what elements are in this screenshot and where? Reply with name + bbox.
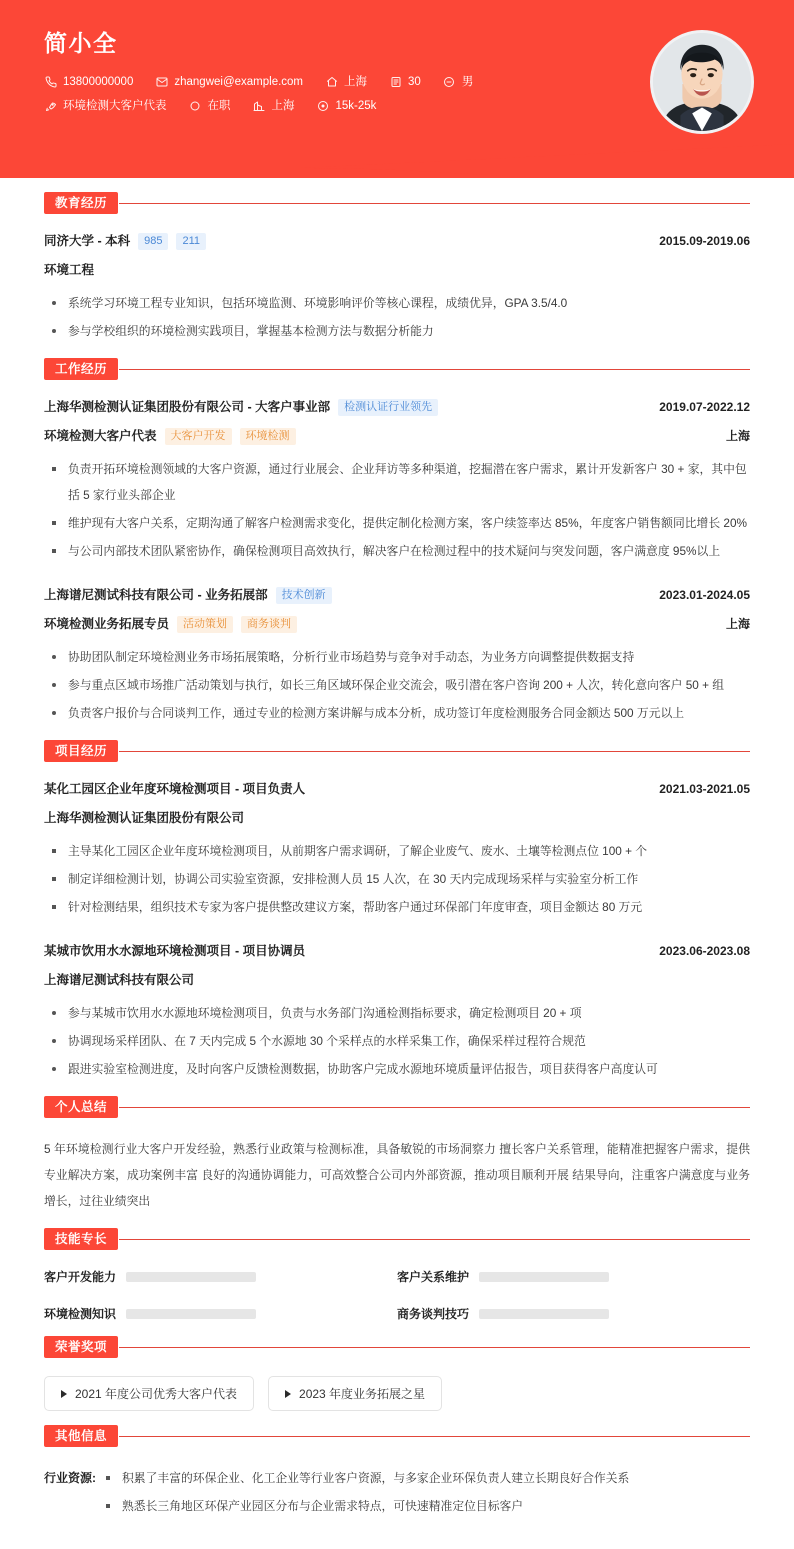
section-header-work	[44, 358, 750, 380]
contact-email-text: zhangwei@example.com	[174, 76, 304, 88]
entry-subheader-row	[44, 615, 750, 633]
section-title-projects: 项目经历	[44, 740, 118, 762]
contact-phone	[44, 74, 133, 90]
other-info-group	[44, 1465, 750, 1521]
honor-label: 2021 年度公司优秀大客户代表	[75, 1387, 238, 1401]
education-bullet-list	[48, 290, 750, 344]
entry-subheader-left	[44, 261, 94, 279]
entry-subheader-row	[44, 809, 750, 827]
skill-item	[397, 1305, 750, 1322]
work-city-text: 上海	[271, 100, 295, 112]
section-honors	[44, 1336, 750, 1411]
list-item: 制定详细检测计划，协调公司实验室资源，安排检测人员 15 人次，在 30 天内完成现场采样与实验室分析工作	[48, 866, 750, 892]
rocket-icon	[44, 100, 57, 113]
entry-subheader-left	[44, 809, 244, 827]
work-date: 2023.01-2024.05	[659, 588, 750, 602]
skills-grid	[44, 1268, 750, 1322]
entry-header-left	[44, 398, 438, 416]
summary-text: 5 年环境检测行业大客户开发经验，熟悉行业政策与检测标准，具备敏锐的市场洞察力 擅长客户关系管理，能精准把握客户需求，提供专业解决方案，成功案例丰富 良好的沟通协调能力，可高效整合公司内外部资源，推动项目顺利开展 结果导向，注重客户满意度与业务增长，过往业绩突出	[44, 1142, 750, 1208]
skill-progress-track	[479, 1309, 609, 1319]
status-icon	[189, 100, 202, 113]
project-bullet-list	[48, 838, 750, 920]
skill-item	[44, 1268, 397, 1285]
job-status-text: 在职	[207, 100, 231, 112]
list-item: 负责开拓环境检测领域的大客户资源，通过行业展会、企业拜访等多种渠道，挖掘潜在客户需求，累计开发新客户 30 + 家，其中包括 5 家行业头部企业	[48, 456, 750, 508]
project-date: 2023.06-2023.08	[659, 944, 750, 958]
skill-progress-track	[126, 1309, 256, 1319]
contact-row-primary	[44, 74, 495, 90]
company-tag: 技术创新	[276, 587, 332, 604]
list-item: 维护现有大客户关系，定期沟通了解客户检测需求变化，提供定制化检测方案，客户续签率达 85%，年度客户销售额同比增长 20%	[48, 510, 750, 536]
contact-phone-text: 13800000000	[63, 76, 134, 88]
entry-subheader-left	[44, 427, 296, 445]
header-bottom-curve	[0, 144, 794, 178]
education-date: 2015.09-2019.06	[659, 234, 750, 248]
skill-tag: 大客户开发	[165, 428, 232, 445]
list-item: 主导某化工园区企业年度环境检测项目，从前期客户需求调研，了解企业废气、废水、土壤等检测点位 100 + 个	[48, 838, 750, 864]
work-entry	[44, 586, 750, 726]
contact-gender-text: 男	[461, 76, 474, 88]
section-summary	[44, 1096, 750, 1214]
section-header-honors	[44, 1336, 750, 1358]
salary-text: 15k-25k	[335, 100, 377, 112]
job-status	[189, 98, 231, 114]
list-item: 负责客户报价与合同谈判工作，通过专业的检测方案讲解与成本分析，成功签订年度检测服务合同金额达 500 万元以上	[48, 700, 750, 726]
project-company: 上海华测检测认证集团股份有限公司	[44, 811, 245, 825]
entry-header-row	[44, 942, 750, 960]
mail-icon	[155, 76, 168, 89]
resume-body	[0, 192, 794, 1549]
entry-subheader-row	[44, 971, 750, 989]
section-title-other: 其他信息	[44, 1425, 118, 1447]
list-item: 参与某城市饮用水水源地环境检测项目，负责与水务部门沟通检测指标要求，确定检测项目 20 + 项	[48, 1000, 750, 1026]
section-divider	[119, 1239, 750, 1240]
header-inner	[0, 0, 794, 134]
section-projects	[44, 740, 750, 1082]
education-tag-211: 211	[176, 233, 206, 250]
section-title-skills: 技能专长	[44, 1228, 118, 1250]
job-target	[44, 98, 167, 114]
contact-email	[155, 74, 303, 90]
work-entry	[44, 398, 750, 564]
project-entry	[44, 942, 750, 1082]
skill-item	[397, 1268, 750, 1285]
home-icon	[325, 76, 338, 89]
city-icon	[253, 100, 266, 113]
contact-hometown	[325, 74, 367, 90]
honor-label: 2023 年度业务拓展之星	[299, 1387, 426, 1401]
honor-list	[44, 1376, 750, 1411]
phone-icon	[44, 76, 57, 89]
section-divider	[119, 1107, 750, 1108]
avatar-portrait	[653, 33, 751, 131]
header-text-block	[44, 28, 495, 122]
contact-row-secondary	[44, 98, 495, 114]
other-group-label: 行业资源:	[44, 1471, 96, 1485]
company-name: 上海华测检测认证集团股份有限公司 - 大客户事业部	[44, 400, 331, 414]
list-item: 积累了丰富的环保企业、化工企业等行业客户资源，与多家企业环保负责人建立长期良好合作关系	[102, 1465, 629, 1491]
list-item: 跟进实验室检测进度，及时向客户反馈检测数据，协助客户完成水源地环境质量评估报告，项目获得客户高度认可	[48, 1056, 750, 1082]
work-location: 上海	[725, 617, 750, 631]
list-item: 熟悉长三角地区环保产业园区分布与企业需求特点，可快速精准定位目标客户	[102, 1493, 629, 1519]
section-work	[44, 358, 750, 726]
skill-progress-track	[479, 1272, 609, 1282]
education-major: 环境工程	[44, 263, 95, 277]
entry-subheader-row	[44, 427, 750, 445]
company-name: 上海谱尼测试科技有限公司 - 业务拓展部	[44, 588, 268, 602]
project-name: 某化工园区企业年度环境检测项目 - 项目负责人	[44, 782, 306, 796]
page-title: 简小全	[44, 30, 118, 56]
list-item: 参与学校组织的环境检测实践项目，掌握基本检测方法与数据分析能力	[48, 318, 750, 344]
section-header-summary	[44, 1096, 750, 1118]
section-divider	[119, 1436, 750, 1437]
entry-header-row	[44, 780, 750, 798]
education-tag-985: 985	[138, 233, 168, 250]
section-header-other	[44, 1425, 750, 1447]
avatar	[650, 30, 754, 134]
contact-age	[389, 74, 421, 90]
education-entry	[44, 232, 750, 344]
project-entry	[44, 780, 750, 920]
contact-age-text: 30	[408, 76, 421, 88]
work-location: 上海	[725, 429, 750, 443]
list-item: 系统学习环境工程专业知识，包括环境监测、环境影响评价等核心课程，成绩优异，GPA 3.5/4.0	[48, 290, 750, 316]
entry-header-left	[44, 780, 305, 798]
section-title-work: 工作经历	[44, 358, 118, 380]
job-title: 环境检测业务拓展专员	[44, 617, 170, 631]
entry-header-row	[44, 398, 750, 416]
entry-subheader-row	[44, 261, 750, 279]
contact-gender	[443, 74, 474, 90]
list-item: 与公司内部技术团队紧密协作，确保检测项目高效执行，解决客户在检测过程中的技术疑问与突发问题，客户满意度 95%以上	[48, 538, 750, 564]
skill-tag: 环境检测	[240, 428, 296, 445]
work-bullet-list	[48, 456, 750, 564]
section-title-summary: 个人总结	[44, 1096, 118, 1118]
entry-header-left	[44, 942, 305, 960]
entry-header-row	[44, 232, 750, 250]
project-date: 2021.03-2021.05	[659, 782, 750, 796]
entry-header-row	[44, 586, 750, 604]
gender-icon	[443, 76, 456, 89]
entry-subheader-left	[44, 615, 297, 633]
id-card-icon	[389, 76, 402, 89]
caret-right-icon	[61, 1390, 67, 1398]
contact-hometown-text: 上海	[344, 76, 368, 88]
skill-label: 客户开发能力	[44, 1270, 117, 1284]
section-header-education	[44, 192, 750, 214]
salary-icon	[317, 100, 330, 113]
list-item: 协调现场采样团队、在 7 天内完成 5 个水源地 30 个采样点的水样采集工作，确保采样过程符合规范	[48, 1028, 750, 1054]
section-education	[44, 192, 750, 344]
entry-header-left	[44, 232, 206, 250]
job-title: 环境检测大客户代表	[44, 429, 157, 443]
list-item: 参与重点区域市场推广活动策划与执行，如长三角区域环保企业交流会，吸引潜在客户咨询 200 + 人次，转化意向客户 50 + 组	[48, 672, 750, 698]
work-city	[253, 98, 295, 114]
section-title-education: 教育经历	[44, 192, 118, 214]
skill-progress-track	[126, 1272, 256, 1282]
other-bullet-list	[102, 1465, 629, 1521]
skill-item	[44, 1305, 397, 1322]
project-name: 某城市饮用水水源地环境检测项目 - 项目协调员	[44, 944, 306, 958]
section-other	[44, 1425, 750, 1521]
entry-subheader-left	[44, 971, 194, 989]
skill-tag: 活动策划	[177, 616, 233, 633]
school-name: 同济大学 - 本科	[44, 234, 131, 248]
section-header-skills	[44, 1228, 750, 1250]
resume-header	[0, 0, 794, 178]
project-company: 上海谱尼测试科技有限公司	[44, 973, 195, 987]
section-title-honors: 荣誉奖项	[44, 1336, 118, 1358]
section-header-projects	[44, 740, 750, 762]
list-item: 针对检测结果，组织技术专家为客户提供整改建议方案，帮助客户通过环保部门年度审查，项目金额达 80 万元	[48, 894, 750, 920]
caret-right-icon	[285, 1390, 291, 1398]
section-divider	[119, 369, 750, 370]
work-bullet-list	[48, 644, 750, 726]
company-tag: 检测认证行业领先	[338, 399, 438, 416]
section-divider	[119, 1347, 750, 1348]
skill-label: 商务谈判技巧	[397, 1307, 470, 1321]
skill-label: 环境检测知识	[44, 1307, 117, 1321]
section-divider	[119, 751, 750, 752]
salary-expectation	[317, 98, 377, 114]
section-divider	[119, 203, 750, 204]
entry-header-left	[44, 586, 332, 604]
honor-chip[interactable]	[268, 1376, 442, 1411]
honor-chip[interactable]	[44, 1376, 254, 1411]
section-skills	[44, 1228, 750, 1322]
work-date: 2019.07-2022.12	[659, 400, 750, 414]
project-bullet-list	[48, 1000, 750, 1082]
skill-tag: 商务谈判	[241, 616, 297, 633]
skill-label: 客户关系维护	[397, 1270, 470, 1284]
job-target-text: 环境检测大客户代表	[63, 100, 167, 112]
list-item: 协助团队制定环境检测业务市场拓展策略，分析行业市场趋势与竞争对手动态，为业务方向调整提供数据支持	[48, 644, 750, 670]
